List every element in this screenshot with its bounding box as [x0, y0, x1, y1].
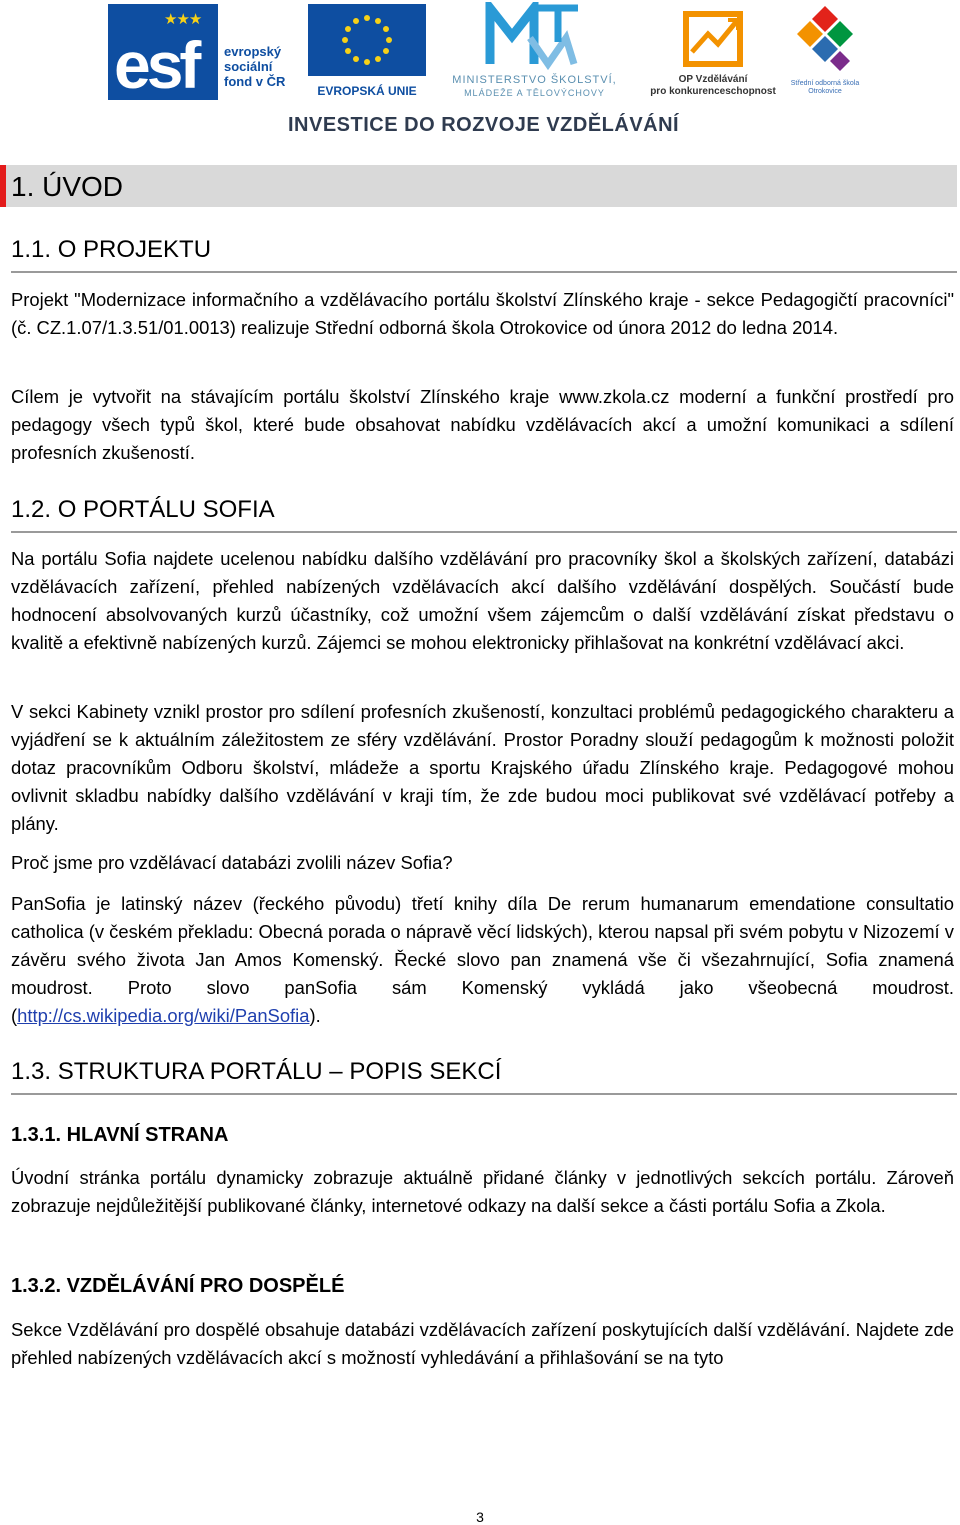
paragraph: Projekt "Modernizace informačního a vzdělávacího portálu školství Zlínského kraje - sekce Pedagogičtí pracovníci" (č. CZ.1.07/1.3.51/01.0013) realizuje Střední odborná škola Otrokovice od února 2012 do ledna 2014.	[11, 289, 954, 338]
subsection-heading-1-3-2: 1.3.2. VZDĚLÁVÁNÍ PRO DOSPĚLÉ	[11, 1275, 345, 1297]
section-heading-1-3: 1.3. STRUKTURA PORTÁLU – POPIS SEKCÍ	[11, 1058, 502, 1085]
sos-logo	[788, 2, 862, 100]
paragraph: Sekce Vzdělávání pro dospělé obsahuje databázi vzdělávacích zařízení poskytujících další vzdělávání. Najdete zde přehled nabízených vzdělávacích akcí s možností vyhledávání a přihlašování se na tyto	[11, 1319, 954, 1368]
esf-line-3: fond v ČR	[224, 74, 286, 89]
chapter-accent	[0, 165, 6, 207]
msmt-line-2: MLÁDEŽE A TĚLOVÝCHOVY	[464, 88, 605, 98]
op-line-2: pro konkurenceschopnost	[650, 86, 776, 97]
esf-logo-text	[224, 44, 285, 89]
sos-line-2: Otrokovice	[808, 88, 842, 95]
sos-logo-text	[788, 80, 862, 96]
paragraph-end: ).	[309, 1005, 321, 1026]
sos-mark-icon	[794, 2, 856, 76]
chapter-heading-bar	[0, 165, 957, 207]
msmt-logo	[432, 2, 637, 100]
msmt-mark-icon	[482, 2, 582, 72]
paragraph: Úvodní stránka portálu dynamicky zobrazuje aktuálně přidané články v jednotlivých sekcích portálu. Zároveň zobrazuje nejdůležitější publikované články, internetové odkazy na další sekce a části portálu Sofia a Zkola.	[11, 1167, 954, 1216]
paragraph-text: PanSofia je latinský název (řeckého původu) třetí knihy díla De rerum humanarum emendatione consultatio catholica (v českém překladu: Obecná porada o nápravě věcí lidských), kterou napsal při svém pobytu v Nizozemí v závěru svého života Jan Amos Komenský. Řecké slovo pan znamená vše či všezahrnující, Sofia znamená moudrost. Proto slovo panSofia sám Komenský vykládá jako všeobecná moudrost. (	[11, 893, 954, 1026]
op-logo	[648, 4, 778, 100]
eu-logo-label: EVROPSKÁ UNIE	[317, 84, 417, 98]
page-number: 3	[476, 1509, 484, 1525]
wikipedia-link[interactable]: http://cs.wikipedia.org/wiki/PanSofia	[17, 1005, 310, 1026]
section-rule	[11, 531, 957, 533]
paragraph-pansofia	[11, 890, 954, 1030]
section-rule	[11, 271, 957, 273]
logo-banner	[0, 0, 960, 140]
section-heading-1-1: 1.1. O PROJEKTU	[11, 236, 212, 263]
chapter-title: 1. ÚVOD	[11, 171, 124, 202]
star-icon: ★★★	[164, 11, 202, 28]
esf-line-1: evropský	[224, 44, 282, 59]
esf-line-2: sociální	[224, 59, 273, 74]
paragraph: Proč jsme pro vzdělávací databázi zvolili název Sofia?	[11, 852, 453, 873]
paragraph: Cílem je vytvořit na stávajícím portálu školství Zlínského kraje www.zkola.cz moderní a funkční prostředí pro pedagogy všech typů škol, které bude obsahovat nabídku vzdělávacích akcí a umožní komunikaci a sdílení profesních zkušeností.	[11, 386, 954, 463]
investice-banner: INVESTICE DO ROZVOJE VZDĚLÁVÁNÍ	[288, 114, 680, 136]
op-line-1: OP Vzdělávání	[678, 74, 748, 85]
paragraph: V sekci Kabinety vznikl prostor pro sdílení profesních zkušeností, konzultaci problémů pedagogického charakteru a vyjádření se k aktuálním záležitostem ze sféry vzdělávání. Prostor Poradny slouží pedagogům k možnosti položit dotaz pracovníkům Odboru školství, mládeže a sportu Krajského úřadu Zlínského kraje. Pedagogové mohou ovlivnit skladbu nabídky dalšího vzdělávání v kraji tím, že zde budou moci publikovat své vzdělávací potřeby a plány.	[11, 701, 954, 834]
paragraph: Na portálu Sofia najdete ucelenou nabídku dalšího vzdělávání pro pracovníky škol a školských zařízení, databázi vzdělávacích zařízení, přehled nabízených vzdělávacích akcí dalšího vzdělávání dospělých. Součástí bude hodnocení absolvovaných kurzů účastníky, což umožní všem zájemcům o další vzdělávání získat představu o kvalitě a efektivně nabízených kurzů. Zájemci se mohou elektronicky přihlašovat na konkrétní vzdělávací akci.	[11, 548, 954, 653]
eu-logo	[308, 4, 426, 100]
section-rule	[11, 1093, 957, 1095]
esf-logo	[108, 4, 304, 100]
sos-line-1: Střední odborná škola	[790, 80, 860, 87]
msmt-line-1: MINISTERSTVO ŠKOLSTVÍ,	[452, 74, 617, 86]
op-mark-icon	[678, 4, 748, 70]
esf-logo-mark: esf	[114, 28, 198, 102]
eu-stars-icon	[308, 4, 426, 76]
section-heading-1-2: 1.2. O PORTÁLU SOFIA	[11, 496, 275, 523]
subsection-heading-1-3-1: 1.3.1. HLAVNÍ STRANA	[11, 1124, 229, 1146]
op-logo-text	[648, 74, 778, 98]
